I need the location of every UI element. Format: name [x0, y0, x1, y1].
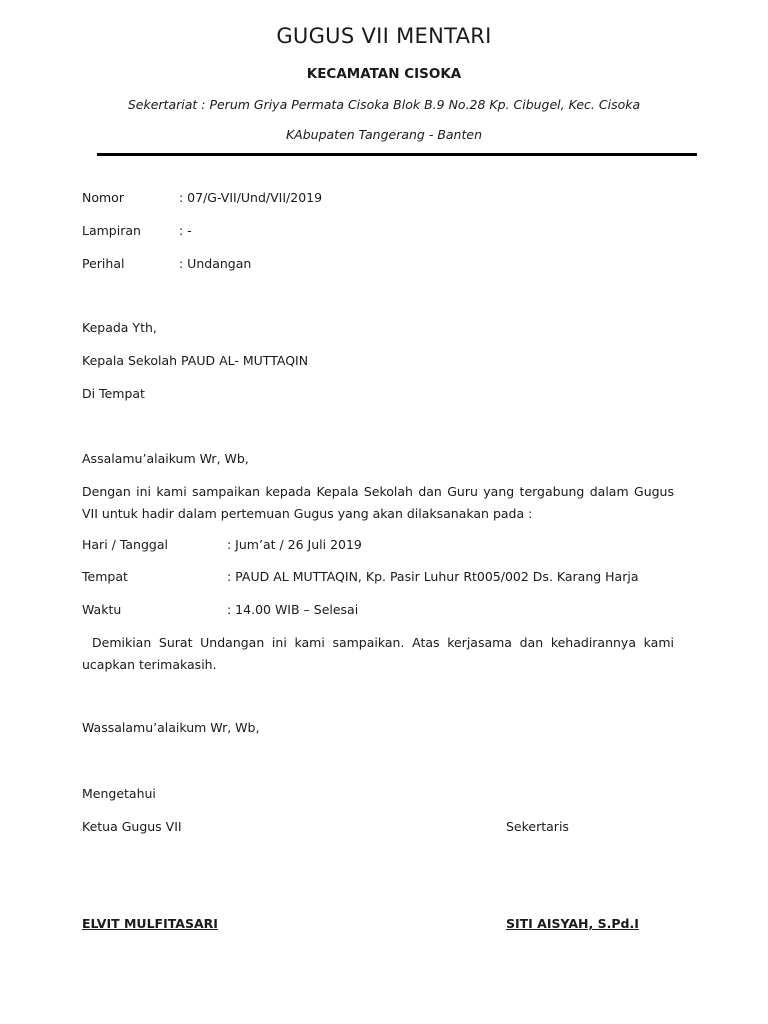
opening-greeting: Assalamu’alaikum Wr, Wb,: [82, 451, 249, 466]
meta-value-lampiran: : -: [179, 223, 192, 238]
detail-label-time: Waktu: [82, 602, 122, 617]
regency-province: KAbupaten Tangerang - Banten: [285, 127, 482, 142]
meta-value-nomor: : 07/G-VII/Und/VII/2019: [179, 190, 323, 205]
recipient-salutation: Kepada Yth,: [82, 320, 157, 335]
recipient-name: Kepala Sekolah PAUD AL- MUTTAQIN: [82, 353, 309, 368]
signatory-right-name: SITI AISYAH, S.Pd.I: [506, 916, 639, 931]
intro-paragraph: Dengan ini kami sampaikan kepada Kepala Sekolah dan Guru yang tergabung dalam Gugus VII untuk hadir dalam pertemuan Gugus yang akan dilaksanakan pada :: [82, 484, 674, 521]
recipient-location: Di Tempat: [82, 386, 145, 401]
closing-paragraph: Demikian Surat Undangan ini kami sampaikan. Atas kerjasama dan kehadirannya kami ucapkan terimakasih.: [82, 635, 674, 672]
detail-value-time: : 14.00 WIB – Selesai: [227, 602, 359, 617]
signatory-left-name: ELVIT MULFITASARI: [82, 916, 218, 931]
detail-value-place: : PAUD AL MUTTAQIN, Kp. Pasir Luhur Rt005/002 Ds. Karang Harja: [227, 569, 639, 584]
signatory-right-role: Sekertaris: [506, 819, 569, 834]
detail-value-date: : Jum’at / 26 Juli 2019: [227, 537, 362, 552]
letterhead-divider: [97, 153, 697, 156]
signatory-left-role: Ketua Gugus VII: [82, 819, 182, 834]
district-subtitle: KECAMATAN CISOKA: [306, 66, 462, 82]
meta-label-nomor: Nomor: [82, 190, 124, 205]
detail-label-place: Tempat: [82, 569, 128, 584]
meta-label-lampiran: Lampiran: [82, 223, 141, 238]
acknowledgement-label: Mengetahui: [82, 786, 156, 801]
closing-greeting: Wassalamu’alaikum Wr, Wb,: [82, 720, 260, 735]
detail-label-date: Hari / Tanggal: [82, 537, 168, 552]
organization-title: GUGUS VII MENTARI: [276, 24, 492, 48]
meta-value-perihal: : Undangan: [179, 256, 252, 271]
secretariat-address: Sekertariat : Perum Griya Permata Cisoka Blok B.9 No.28 Kp. Cibugel, Kec. Cisoka: [127, 97, 641, 112]
meta-label-perihal: Perihal: [82, 256, 125, 271]
